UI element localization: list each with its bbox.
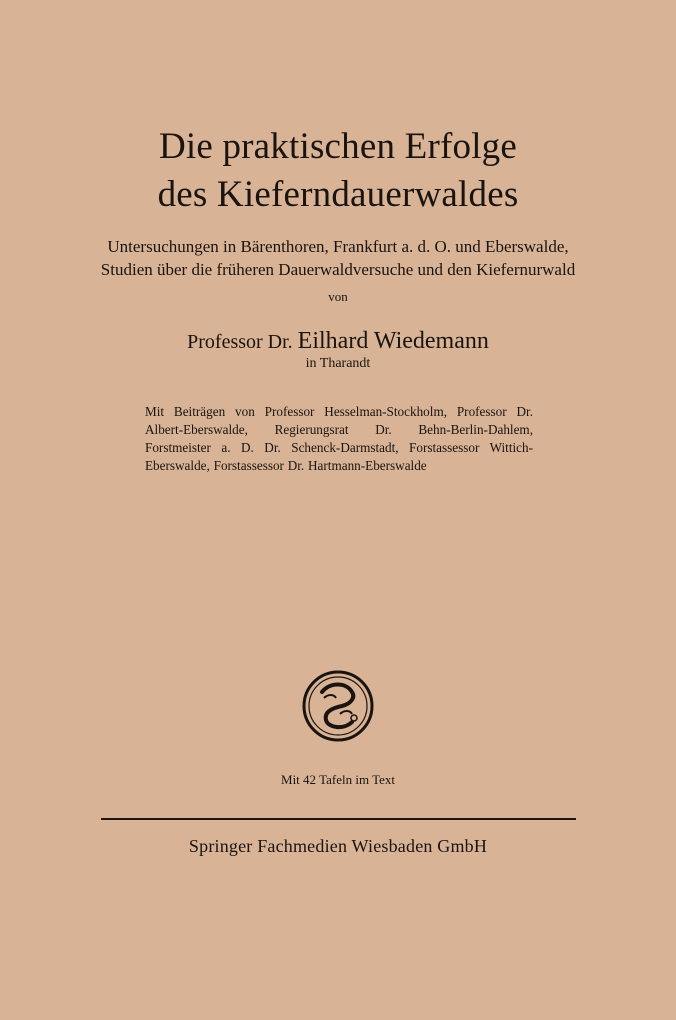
contributors-paragraph: Mit Beiträgen von Professor Hesselman-Stockholm, Professor Dr. Albert-Eberswalde, Regierungsrat Dr. Behn-Berlin-Dahlem, Forstmeister a. D. Dr. Schenck-Darmstadt, Forstassessor Wittich-Eberswalde, Forstassessor Dr. Hartmann-Eberswalde <box>145 404 533 473</box>
book-title-line-2: des Kieferndauerwaldes <box>157 174 519 215</box>
divider-rule <box>101 818 576 820</box>
book-title-line-1: Die praktischen Erfolge <box>158 126 517 167</box>
author-prefix: Professor Dr. <box>187 331 293 353</box>
subtitle-line-2: Studien über die früheren Dauerwaldversuche und den Kiefernurwald <box>100 260 576 279</box>
publisher-emblem-icon <box>300 668 376 744</box>
subtitle-line-1: Untersuchungen in Bärenthoren, Frankfurt a. d. O. und Eberswalde, <box>107 237 569 256</box>
plates-note: Mit 42 Tafeln im Text <box>281 772 395 787</box>
by-label: von <box>328 289 348 304</box>
author-line <box>0 328 676 355</box>
author-location: in Tharandt <box>305 356 371 371</box>
publisher-name: Springer Fachmedien Wiesbaden GmbH <box>188 836 488 856</box>
author-name: Eilhard Wiedemann <box>297 328 489 354</box>
